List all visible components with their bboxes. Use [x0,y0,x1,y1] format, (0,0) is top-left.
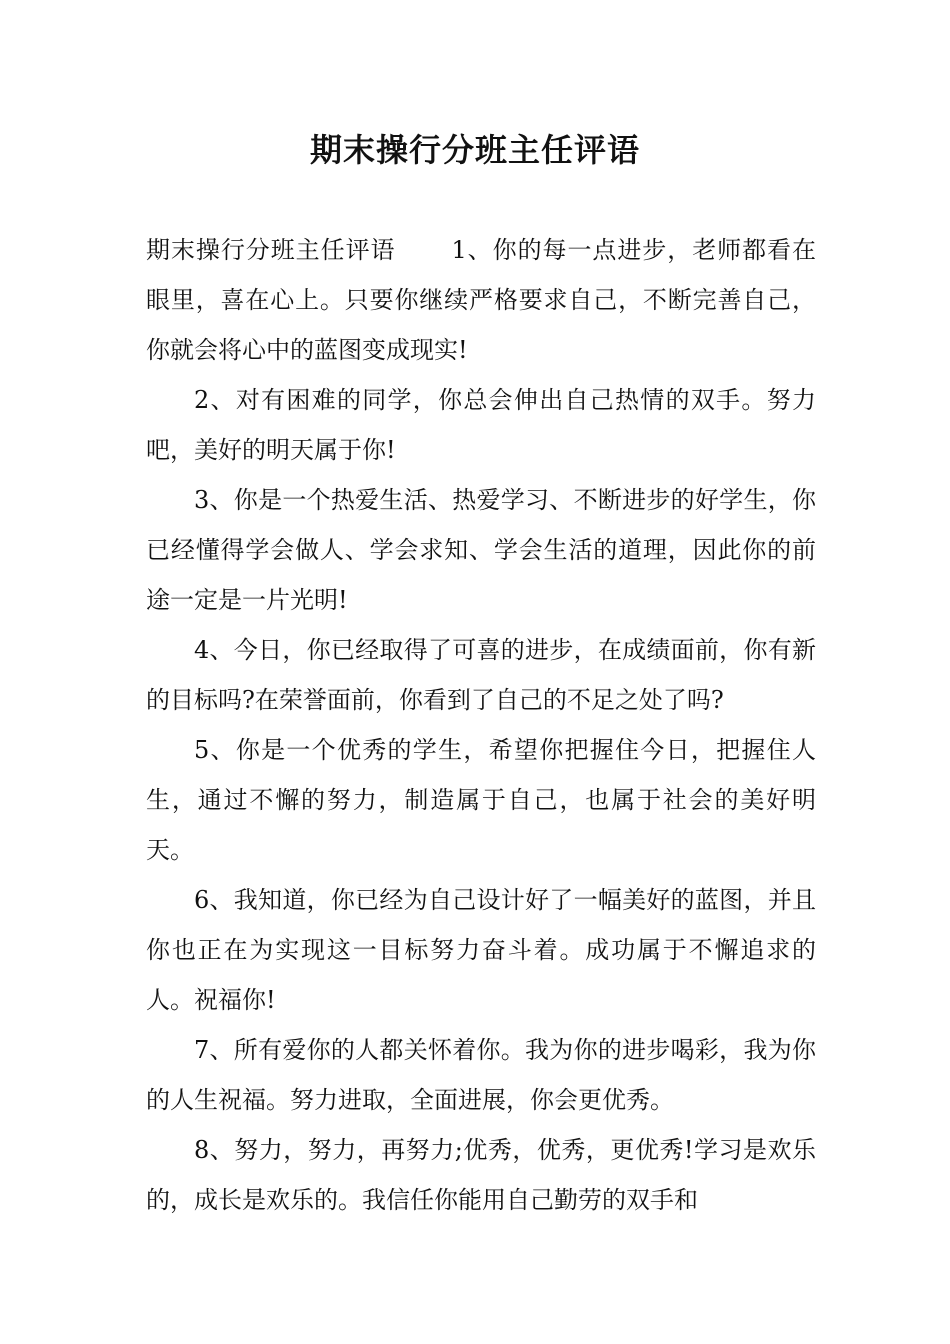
paragraph-4: 4、今日，你已经取得了可喜的进步，在成绩面前，你有新的目标吗?在荣誉面前，你看到了自己的不足之处了吗? [146,636,816,714]
document-title: 期末操行分班主任评语 [309,131,640,169]
paragraph-8: 8、努力，努力，再努力;优秀，优秀，更优秀!学习是欢乐的，成长是欢乐的。我信任你能用自己勤劳的双手和 [146,1136,816,1214]
document-body [146,225,816,1225]
paragraph-6: 6、我知道，你已经为自己设计好了一幅美好的蓝图，并且你也正在为实现这一目标努力奋斗着。成功属于不懈追求的人。祝福你! [146,886,816,1014]
paragraph-1 [146,225,816,375]
paragraph-3: 3、你是一个热爱生活、热爱学习、不断进步的好学生，你已经懂得学会做人、学会求知、学会生活的道理，因此你的前途一定是一片光明! [146,486,816,614]
paragraph-7: 7、所有爱你的人都关怀着你。我为你的进步喝彩，我为你的人生祝福。努力进取，全面进展，你会更优秀。 [146,1036,816,1114]
paragraph-1-text: 1、你的每一点进步，老师都看在眼里，喜在心上。只要你继续严格要求自己，不断完善自己，你就会将心中的蓝图变成现实! [146,236,816,364]
paragraph-5: 5、你是一个优秀的学生，希望你把握住今日，把握住人生，通过不懈的努力，制造属于自己，也属于社会的美好明天。 [146,736,816,864]
intro-label: 期末操行分班主任评语 [146,236,396,264]
paragraph-2: 2、对有困难的同学，你总会伸出自己热情的双手。努力吧，美好的明天属于你! [146,386,816,464]
